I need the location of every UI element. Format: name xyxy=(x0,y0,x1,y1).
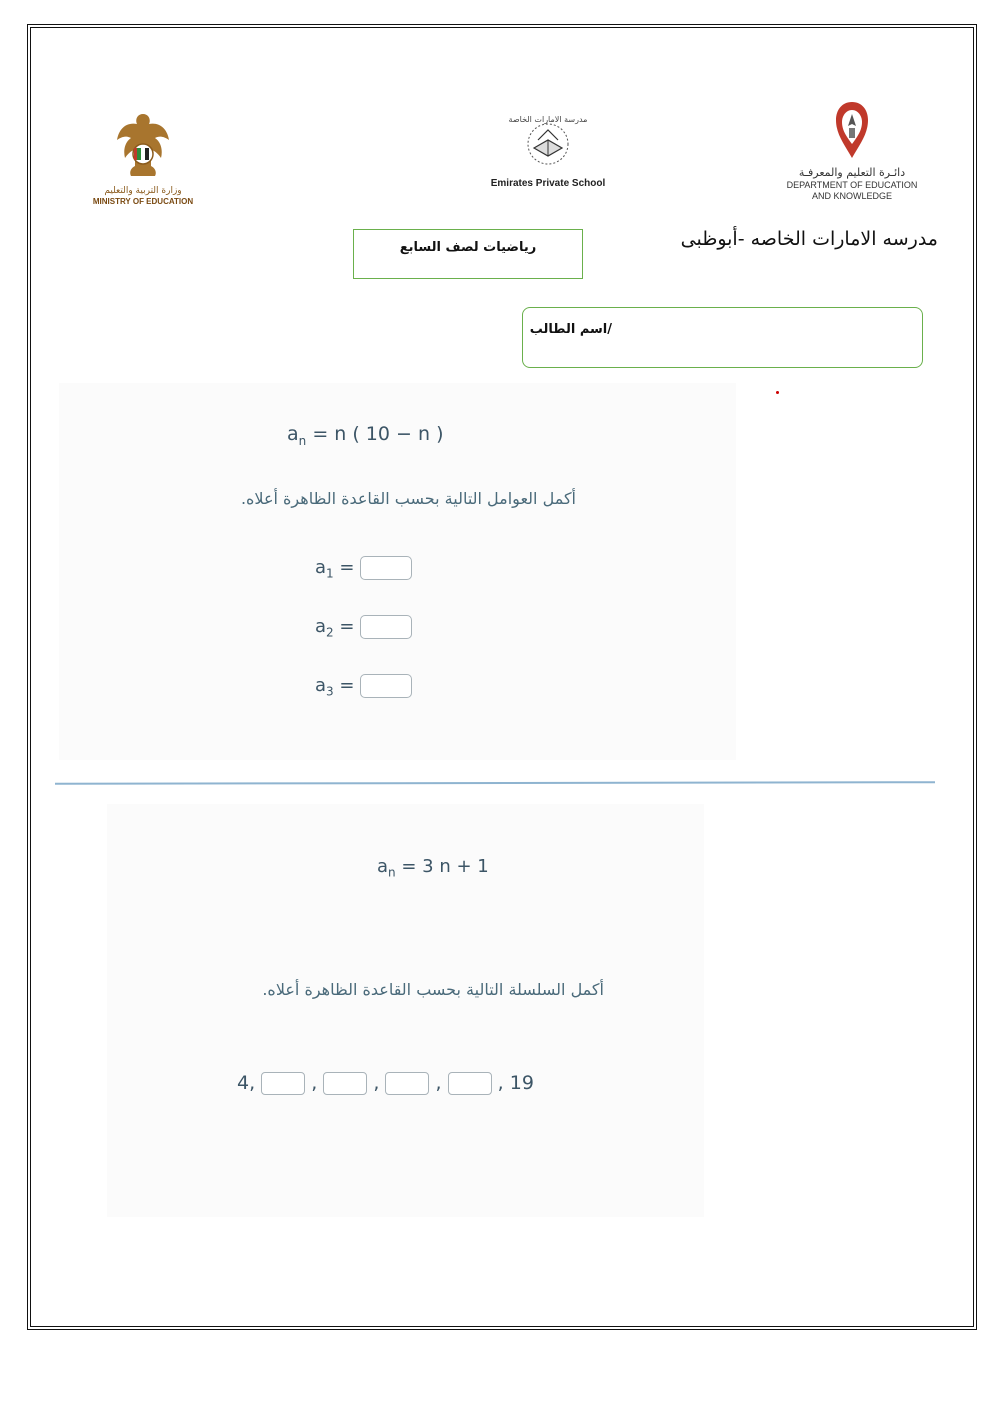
formula-2-rest: = 3 n + 1 xyxy=(401,856,489,877)
student-name-field[interactable] xyxy=(522,307,923,368)
term-row-2 xyxy=(315,615,412,640)
abudhabi-emblem-icon xyxy=(830,100,874,162)
term-row-1 xyxy=(315,556,412,581)
term-2-base: a xyxy=(315,616,327,637)
sequence-box-2[interactable] xyxy=(323,1072,367,1095)
sequence-sep-3: , xyxy=(435,1072,442,1094)
term-3-base: a xyxy=(315,675,327,696)
school-logo-arabic: مدرسة الامارات الخاصة xyxy=(508,115,588,124)
school-name-heading: مدرسه الامارات الخاصه -أبوظبى xyxy=(680,228,938,250)
department-logo xyxy=(782,100,922,202)
term-row-3 xyxy=(315,674,412,699)
term-3-equals: = xyxy=(339,675,355,696)
sequence-start: 4, xyxy=(237,1072,256,1094)
term-2-sub: 2 xyxy=(326,625,334,640)
term-1-equals: = xyxy=(339,557,355,578)
exercise-1-panel xyxy=(59,383,736,760)
red-dot-mark xyxy=(776,391,779,394)
term-1-sub: 1 xyxy=(326,566,334,581)
term-2-equals: = xyxy=(339,616,355,637)
answer-box-a3[interactable] xyxy=(360,674,412,698)
exercise-2-panel xyxy=(107,804,704,1217)
subject-box xyxy=(353,229,583,279)
falcon-emblem-icon xyxy=(113,110,173,182)
formula-2-sub: n xyxy=(388,865,396,880)
ministry-english-name: MINISTRY OF EDUCATION xyxy=(92,197,194,206)
sequence-sep-2: , xyxy=(373,1072,380,1094)
answer-box-a1[interactable] xyxy=(360,556,412,580)
sequence-box-3[interactable] xyxy=(385,1072,429,1095)
term-3-sub: 3 xyxy=(326,684,334,699)
exercise-2-instruction: أكمل السلسلة التالية بحسب القاعدة الظاهرة أعلاه. xyxy=(262,980,604,999)
subject-label: رياضيات لصف السابع xyxy=(399,240,537,255)
formula-1-rest: = n ( 10 − n ) xyxy=(312,423,444,445)
sequence-box-4[interactable] xyxy=(448,1072,492,1095)
term-1-base: a xyxy=(315,557,327,578)
department-english-line2: AND KNOWLEDGE xyxy=(811,191,892,201)
sequence-box-1[interactable] xyxy=(261,1072,305,1095)
formula-1-sub: n xyxy=(298,433,307,448)
school-book-emblem-icon xyxy=(508,100,588,172)
department-english-line1: DEPARTMENT OF EDUCATION xyxy=(786,180,918,190)
exercise-2-formula xyxy=(377,856,489,880)
formula-1-base: a xyxy=(287,423,299,445)
exercise-1-instruction: أكمل العوامل التالية بحسب القاعدة الظاهرة أعلاه. xyxy=(240,489,576,508)
sequence-row xyxy=(237,1072,534,1095)
sequence-sep-1: , xyxy=(311,1072,318,1094)
answer-box-a2[interactable] xyxy=(360,615,412,639)
student-name-label: /اسم الطالب xyxy=(529,322,612,337)
department-arabic-name: دائـرة التعليم والمعرفـة xyxy=(798,166,906,179)
ministry-logo xyxy=(88,110,198,207)
sequence-end: , 19 xyxy=(497,1072,534,1094)
school-english-name: Emirates Private School xyxy=(490,178,606,189)
school-logo xyxy=(488,100,608,189)
ministry-arabic-name: وزارة التربية والتعليم xyxy=(104,186,182,196)
exercise-1-formula xyxy=(287,423,443,448)
formula-2-base: a xyxy=(377,856,389,877)
